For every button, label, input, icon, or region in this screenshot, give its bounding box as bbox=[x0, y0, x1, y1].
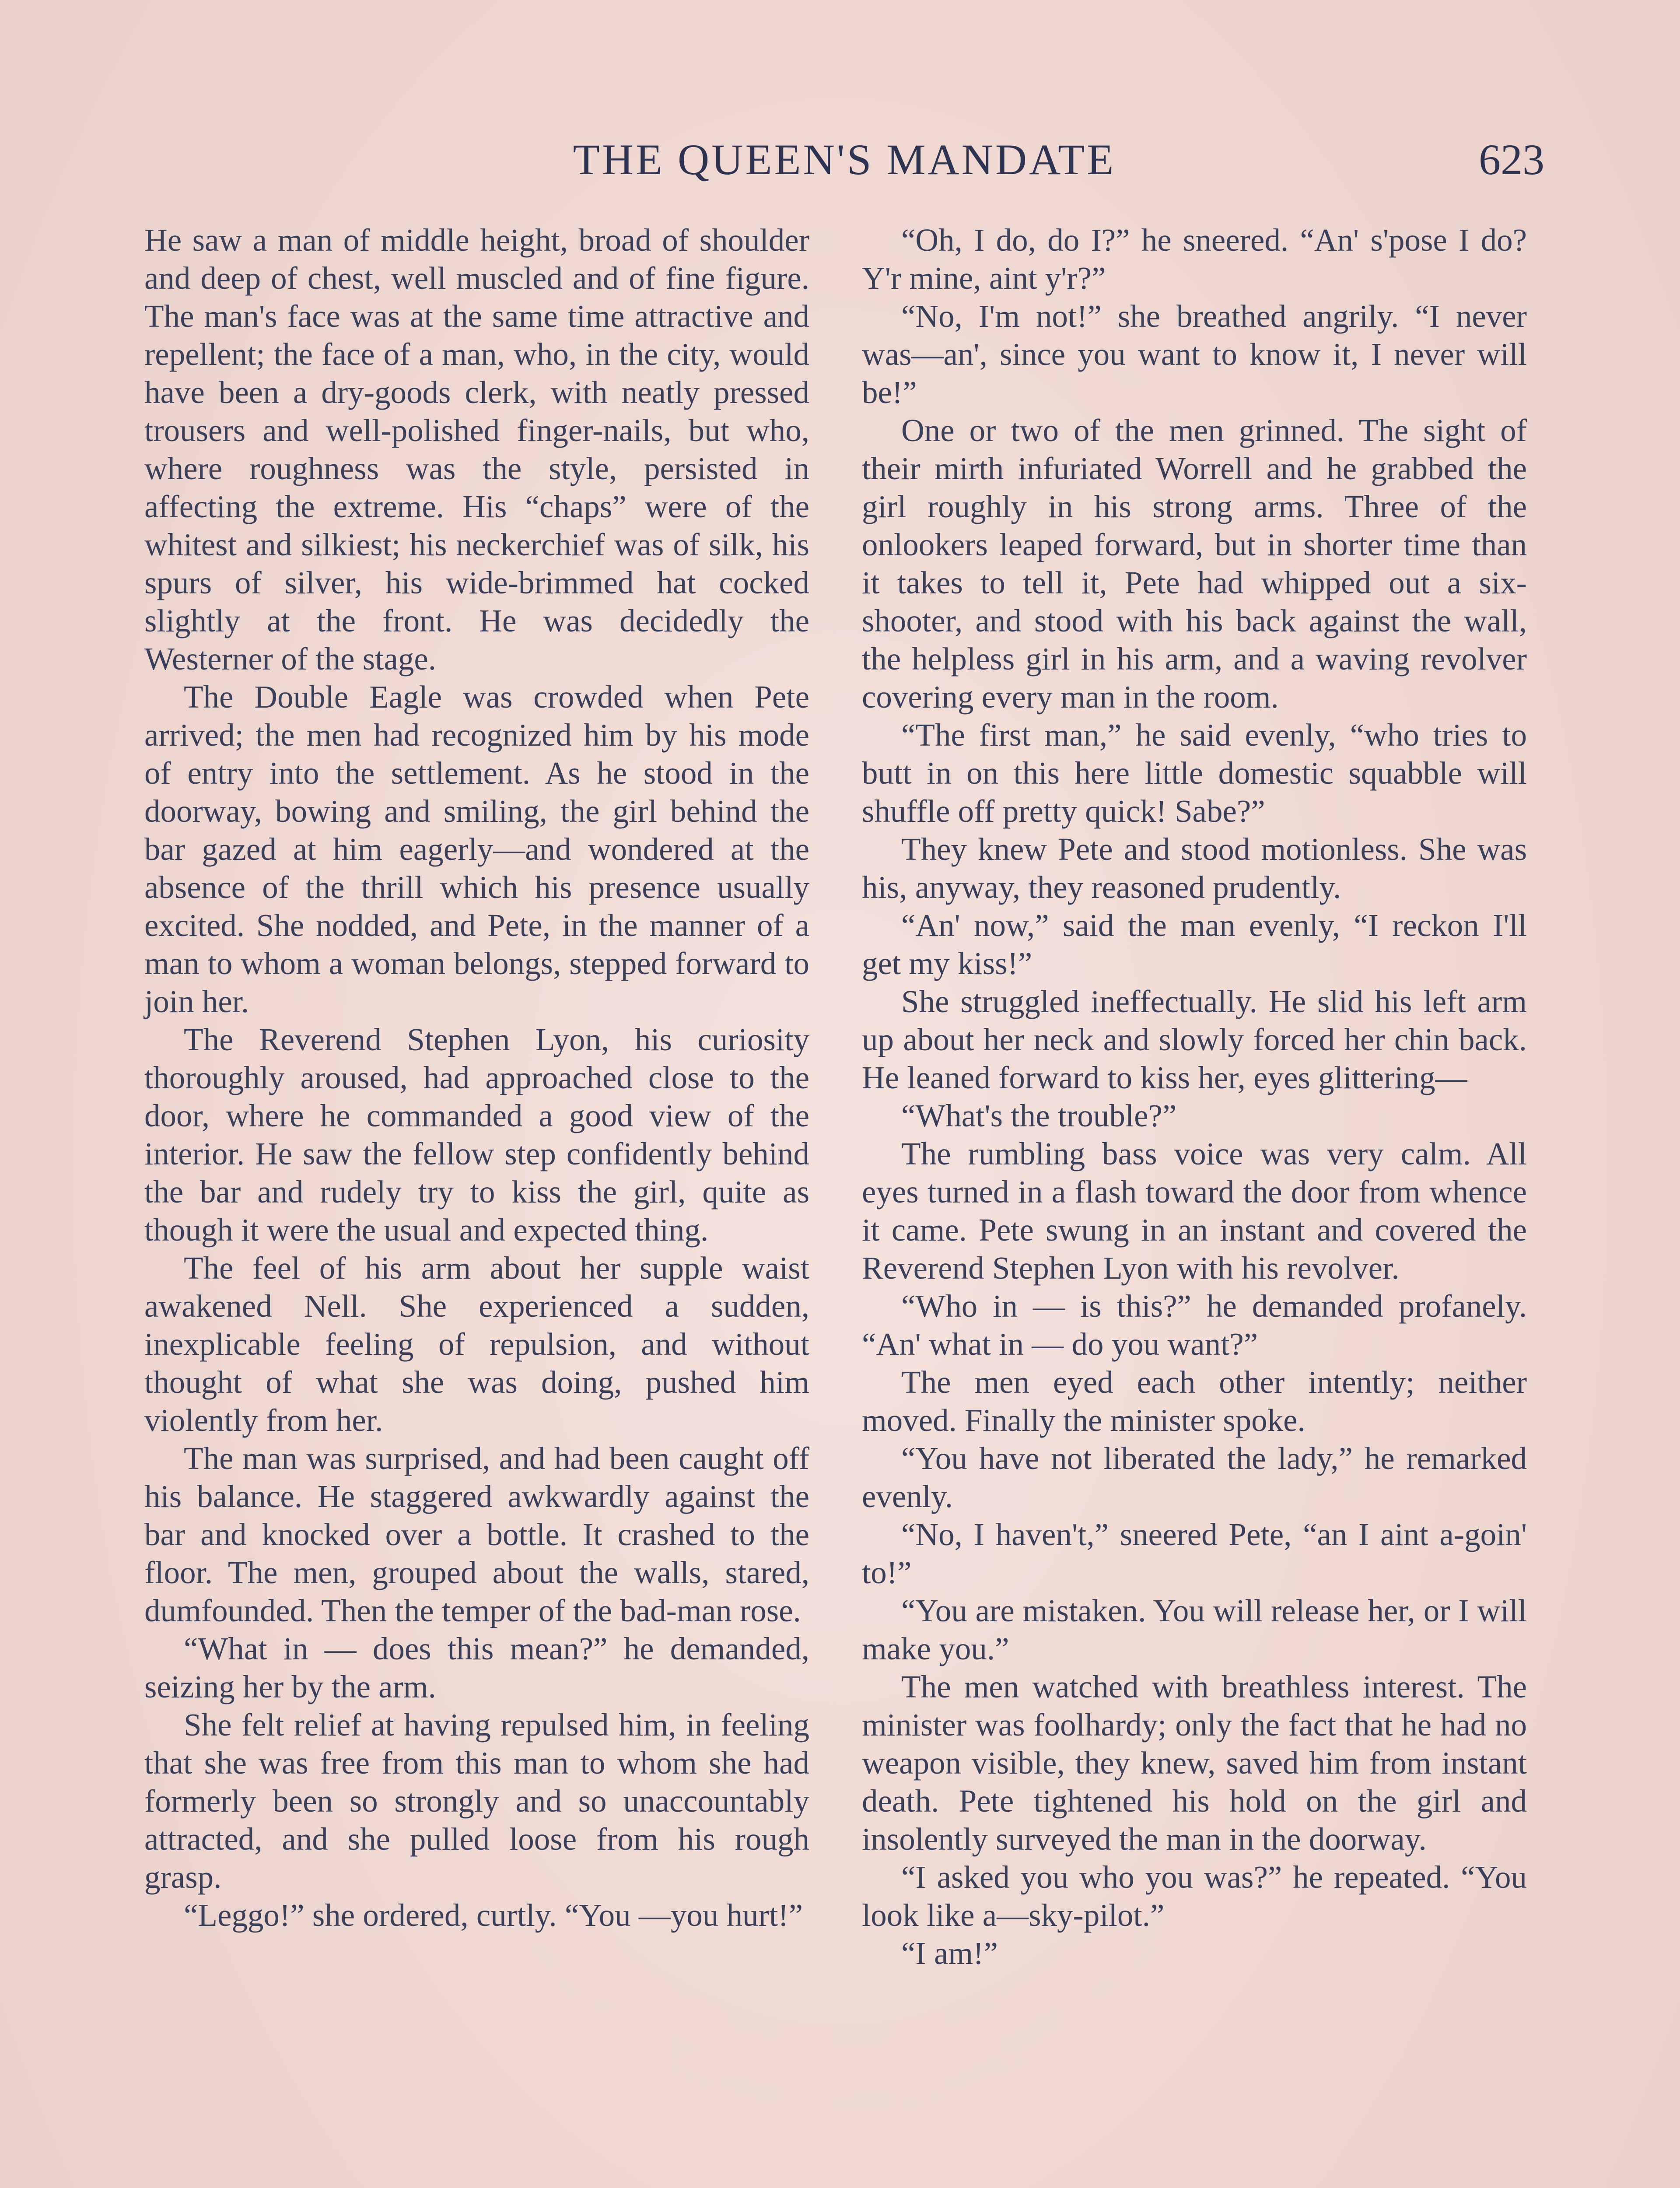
paragraph: The men watched with breathless interest. The minister was foolhardy; only the fact that he had no weapon visible, they knew, saved him from instant death. Pete tightened his hold on the girl and insolently surveyed the man in the doorway. bbox=[862, 1669, 1527, 1857]
paragraph: They knew Pete and stood motionless. She was his, anyway, they reasoned prudently. bbox=[862, 831, 1527, 905]
paragraph: “What in — does this mean?” he demanded, seizing her by the arm. bbox=[144, 1631, 809, 1704]
paragraph: “Oh, I do, do I?” he sneered. “An' s'pose I do? Y'r mine, aint y'r?” bbox=[862, 222, 1527, 296]
paragraph: “Leggo!” she ordered, curtly. “You —you hurt!” bbox=[184, 1897, 803, 1933]
paragraph: “Who in — is this?” he demanded profanely. “An' what in — do you want?” bbox=[862, 1288, 1527, 1362]
paragraph: “No, I haven't,” sneered Pete, “an I aint a-goin' to!” bbox=[862, 1517, 1527, 1590]
paragraph: “I am!” bbox=[901, 1936, 998, 1971]
paragraph: “You have not liberated the lady,” he remarked evenly. bbox=[862, 1441, 1527, 1514]
paragraph: “An' now,” said the man evenly, “I reckon I'll get my kiss!” bbox=[862, 908, 1527, 981]
paragraph: The men eyed each other intently; neither moved. Finally the minister spoke. bbox=[862, 1364, 1527, 1438]
paragraph: “You are mistaken. You will release her, or I will make you.” bbox=[862, 1593, 1527, 1666]
page-number: 623 bbox=[1479, 135, 1544, 184]
paragraph: He saw a man of middle height, broad of shoulder and deep of chest, well muscled and of fine figure. The man's face was at the same time attractive and repellent; the face of a man, who, in the city, would have been a dry-goods clerk, with neatly pressed trousers and well-polished finger-nails, but who, where roughness was the style, persisted in affecting the extreme. His “chaps” were of the whitest and silkiest; his neckerchief was of silk, his spurs of silver, his wide-brimmed hat cocked slightly at the front. He was decidedly the Westerner of the stage. bbox=[144, 222, 809, 677]
paragraph: “I asked you who you was?” he repeated. “You look like a—sky-pilot.” bbox=[862, 1859, 1527, 1933]
paragraph: One or two of the men grinned. The sight of their mirth infuriated Worrell and he grabbed the girl roughly in his strong arms. Three of the onlookers leaped forward, but in shorter time than it takes to tell it, Pete had whipped out a six-shooter, and stood with his back against the wall, the helpless girl in his arm, and a waving revolver covering every man in the room. bbox=[862, 413, 1527, 715]
paragraph: She felt relief at having repulsed him, in feeling that she was free from this man to whom she had formerly been so strongly and so unaccountably attracted, and she pulled loose from his rough grasp. bbox=[144, 1707, 809, 1895]
paragraph: The man was surprised, and had been caught off his balance. He staggered awkwardly against the bar and knocked over a bottle. It crashed to the floor. The men, grouped about the walls, stared, dumfounded. Then the temper of the bad-man rose. bbox=[144, 1441, 809, 1628]
story-title: THE QUEEN'S MANDATE bbox=[573, 135, 1116, 184]
paragraph: The Double Eagle was crowded when Pete arrived; the men had recognized him by his mode of entry into the settlement. As he stood in the doorway, bowing and smiling, the girl behind the bar gazed at him eagerly—and wondered at the absence of the thrill which his presence usually excited. She nodded, and Pete, in the manner of a man to whom a woman belongs, stepped forward to join her. bbox=[144, 679, 809, 1019]
paragraph: “What's the trouble?” bbox=[901, 1098, 1177, 1133]
paragraph: “No, I'm not!” she breathed angrily. “I never was—an', since you want to know it, I never will be!” bbox=[862, 298, 1527, 410]
right-text-column bbox=[862, 221, 1527, 1972]
paragraph: She struggled ineffectually. He slid his left arm up about her neck and slowly forced her chin back. He leaned forward to kiss her, eyes glittering— bbox=[862, 984, 1527, 1095]
paragraph: The feel of his arm about her supple waist awakened Nell. She experienced a sudden, inexplicable feeling of repulsion, and without thought of what she was doing, pushed him violently from her. bbox=[144, 1250, 809, 1438]
running-head bbox=[144, 131, 1544, 188]
paragraph: The Reverend Stephen Lyon, his curiosity thoroughly aroused, had approached close to the door, where he commanded a good view of the interior. He saw the fellow step confidently behind the bar and rudely try to kiss the girl, quite as though it were the usual and expected thing. bbox=[144, 1022, 809, 1248]
left-text-column bbox=[144, 221, 809, 1934]
paragraph: “The first man,” he said evenly, “who tries to butt in on this here little domestic squabble will shuffle off pretty quick! Sabe?” bbox=[862, 717, 1527, 829]
paragraph: The rumbling bass voice was very calm. All eyes turned in a flash toward the door from whence it came. Pete swung in an instant and covered the Reverend Stephen Lyon with his revolver. bbox=[862, 1136, 1527, 1286]
